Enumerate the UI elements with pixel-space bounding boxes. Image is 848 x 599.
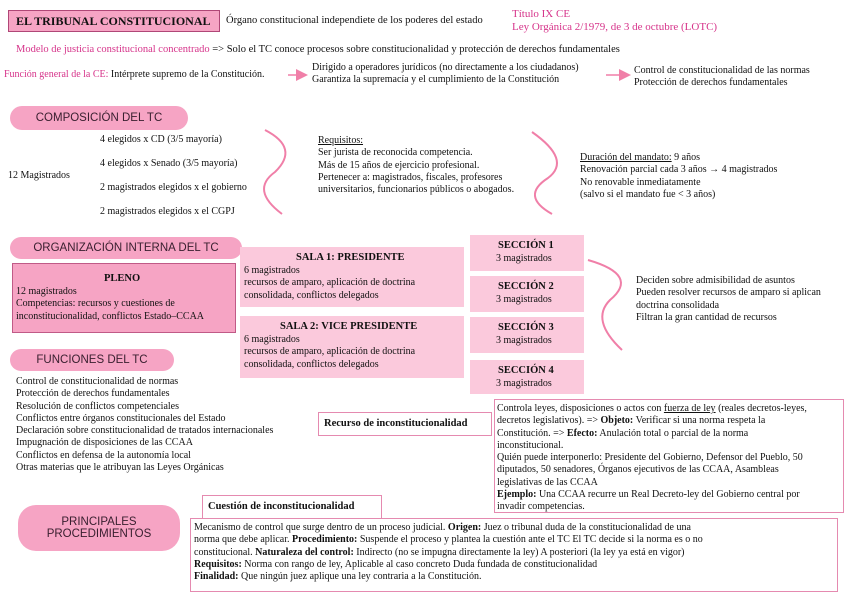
cuestion-naturaleza-key: Naturaleza del control: (255, 546, 354, 558)
sala1-line: consolidada, conflictos delegados (244, 289, 379, 301)
recurso-text-2b: Verificar si una norma respeta la (635, 415, 766, 427)
modelo-label: Modelo de justicia constitucional concentrado (16, 44, 210, 55)
cuestion-text-1b: Juez o tribunal duda de la constitucionalidad de una (483, 522, 691, 533)
funcion-item: Protección de derechos fundamentales (16, 388, 170, 400)
sala2-title: SALA 2: VICE PRESIDENTE (280, 321, 418, 332)
sala2-lines (244, 334, 415, 371)
funcion-item: Resolución de conflictos competenciales (16, 400, 180, 412)
funcion-item: Control de constitucionalidad de normas (16, 376, 179, 387)
recurso-text-6: diputados, 50 senadores, Órganos ejecutivos de las CCAA, Asambleas (497, 464, 779, 476)
sala2-line: 6 magistrados (244, 334, 300, 345)
brace-requisitos (532, 132, 557, 214)
cuestion-text-2b: Suspende el proceso y plantea la cuestión ante el TC El TC decide si la norma es o no (359, 534, 703, 546)
seccion-title: SECCIÓN 2 (498, 281, 554, 292)
funcion-text: Intérprete supremo de la Constitución. (110, 69, 265, 80)
duracion-line: (salvo si el mandato fue < 3 años) (580, 188, 716, 200)
cuestion-text-5: Que ningún juez aplique una ley contraria a la Constitución. (240, 571, 482, 583)
brace-composicion (264, 130, 285, 214)
funcion-mid (312, 62, 579, 87)
cuestion-origen-key: Origen: (447, 522, 482, 533)
funcion-item: Conflictos entre órganos constitucionales del Estado (16, 412, 226, 424)
recurso-ejemplo-key: Ejemplo: (497, 489, 537, 501)
seccion-text: 3 magistrados (496, 378, 552, 389)
cuestion-text-4: Norma con rango de ley, Aplicable al caso concreto Duda fundada de constitucionalidad (244, 558, 598, 570)
cuestion-procedimiento-key: Procedimiento: (292, 534, 358, 546)
duracion-line: Renovación parcial cada 3 años → 4 magistrados (580, 164, 778, 176)
sala2-line: recursos de amparo, aplicación de doctrina (244, 346, 416, 358)
funcion-mid-2: Garantiza la supremacía y el cumplimiento de la Constitución (312, 74, 560, 86)
seccion-text: 3 magistrados (496, 294, 552, 305)
funciones-list (16, 376, 273, 474)
funcion-right-1: Control de constitucionalidad de las normas (634, 65, 810, 76)
funciones-heading: FUNCIONES DEL TC (10, 349, 174, 371)
recurso-text-7: legislativas de las CCAA (497, 476, 598, 488)
sala1-line: 6 magistrados (244, 265, 300, 276)
recurso-text-3a: Constitución. => (497, 427, 565, 439)
composicion-item: 4 elegidos x Senado (3/5 mayoría) (100, 158, 238, 169)
sala1-lines (244, 265, 415, 302)
principales-heading (18, 505, 180, 551)
secciones-note-line: Deciden sobre admisibilidad de asuntos (636, 275, 795, 286)
funcion-item: Conflictos en defensa de la autonomía local (16, 449, 191, 461)
composicion-total: 12 Magistrados (8, 170, 70, 181)
recurso-text (497, 403, 807, 514)
recurso-text-1a: Controla leyes, disposiciones o actos con (497, 403, 662, 414)
modelo-text: => Solo el TC conoce procesos sobre constitucionalidad y protección de derechos fundamentales (212, 44, 620, 55)
principales-heading-1: PRINCIPALES (61, 516, 137, 528)
page-subtitle: Órgano constitucional independiete de los poderes del estado (226, 15, 483, 26)
recurso-text-2a: decretos legislativos). => (497, 415, 598, 427)
recurso-label: Recurso de inconstitucionalidad (324, 418, 468, 429)
funcion-right (634, 65, 810, 90)
funcion-right-2: Protección de derechos fundamentales (634, 77, 788, 89)
recurso-text-4: inconstitucional. (497, 439, 564, 451)
cuestion-text-2a: norma que debe aplicar. (194, 534, 290, 546)
seccion-title: SECCIÓN 4 (498, 365, 554, 376)
brace-secciones (588, 260, 622, 350)
secciones-note-line: Pueden resolver recursos de amparo si aplican (636, 287, 821, 299)
cuestion-requisitos-key: Requisitos: (194, 558, 242, 570)
ref-titulo: Título IX CE (512, 8, 571, 20)
cuestion-text-1a: Mecanismo de control que surge dentro de un proceso judicial. (194, 522, 446, 533)
pleno-title: PLENO (104, 273, 141, 284)
cuestion-label: Cuestión de inconstitucionalidad (208, 501, 355, 512)
requisito-item: Ser jurista de reconocida competencia. (318, 147, 473, 159)
duracion-block (580, 152, 777, 201)
secciones-note (636, 275, 821, 324)
pleno-line: inconstitucionalidad, conflictos Estado–CCAA (16, 310, 205, 322)
recurso-fuerza-ley: fuerza de ley (663, 403, 716, 414)
recurso-text-9: invadir competencias. (497, 501, 585, 513)
secciones-note-line: doctrina consolidada (636, 299, 720, 311)
page-title: EL TRIBUNAL CONSTITUCIONAL (16, 14, 211, 28)
sala2-line: consolidada, conflictos delegados (244, 358, 379, 370)
composicion-item: 2 magistrados elegidos x el CGPJ (100, 206, 235, 217)
ref-ley: Ley Orgánica 2/1979, de 3 de octubre (LOTC) (512, 21, 718, 33)
seccion-title: SECCIÓN 1 (498, 240, 554, 251)
duracion-value: 9 años (674, 152, 700, 163)
duracion-line: No renovable inmediatamente (580, 176, 701, 188)
pleno-line: 12 magistrados (16, 286, 77, 297)
recurso-text-3b: Anulación total o parcial de la norma (599, 427, 749, 439)
principales-heading-2: PROCEDIMIENTOS (46, 528, 152, 540)
funcion-item: Declaración sobre constitucionalidad de tratados internacionales (16, 425, 274, 437)
secciones-note-line: Filtran la gran cantidad de recursos (636, 311, 777, 323)
funcion-label: Función general de la CE: (4, 69, 109, 80)
recurso-text-1b: (reales decretos-leyes, (718, 403, 807, 414)
cuestion-text-3b: Indirecto (no se impugna directamente la ley) A posteriori (la ley ya está en vigor) (356, 546, 685, 558)
funcion-line (4, 69, 265, 80)
requisito-item: universitarios, funcionarios públicos o abogados. (318, 184, 515, 196)
cuestion-text (194, 522, 703, 583)
sala1-line: recursos de amparo, aplicación de doctrina (244, 277, 416, 289)
composicion-heading: COMPOSICIÓN DEL TC (10, 106, 188, 130)
recurso-objeto-key: Objeto: (600, 415, 634, 427)
funcion-item: Otras materias que le atribuyan las Leyes Orgánicas (16, 462, 224, 474)
recurso-text-8: Una CCAA recurre un Real Decreto-ley del Gobierno central por (538, 489, 800, 501)
funcion-item: Impugnación de disposiciones de las CCAA (16, 437, 193, 449)
seccion-text: 3 magistrados (496, 253, 552, 264)
sala1-title: SALA 1: PRESIDENTE (296, 252, 405, 263)
pleno-lines (16, 286, 204, 323)
recurso-text-5: Quién puede interponerlo: Presidente del Gobierno, Defensor del Pueblo, 50 (497, 452, 803, 464)
cuestion-text-3a: constitucional. (194, 546, 253, 558)
seccion-title: SECCIÓN 3 (498, 322, 554, 333)
modelo-line (16, 44, 620, 55)
requisito-item: Pertenecer a: magistrados, fiscales, profesores (318, 171, 503, 183)
organizacion-heading: ORGANIZACIÓN INTERNA DEL TC (10, 237, 242, 259)
duracion-title: Duración del mandato: (580, 152, 672, 163)
pleno-line: Competencias: recursos y cuestiones de (16, 298, 175, 310)
seccion-text: 3 magistrados (496, 335, 552, 346)
funcion-mid-1: Dirigido a operadores jurídicos (no directamente a los ciudadanos) (312, 62, 579, 73)
requisitos-block (318, 135, 514, 196)
requisitos-title: Requisitos: (318, 135, 364, 146)
requisito-item: Más de 15 años de ejercicio profesional. (318, 159, 480, 171)
composicion-item: 4 elegidos x CD (3/5 mayoría) (100, 134, 222, 145)
composicion-item: 2 magistrados elegidos x el gobierno (100, 182, 247, 193)
recurso-efecto-key: Efecto: (566, 427, 598, 439)
cuestion-finalidad-key: Finalidad: (194, 571, 239, 583)
